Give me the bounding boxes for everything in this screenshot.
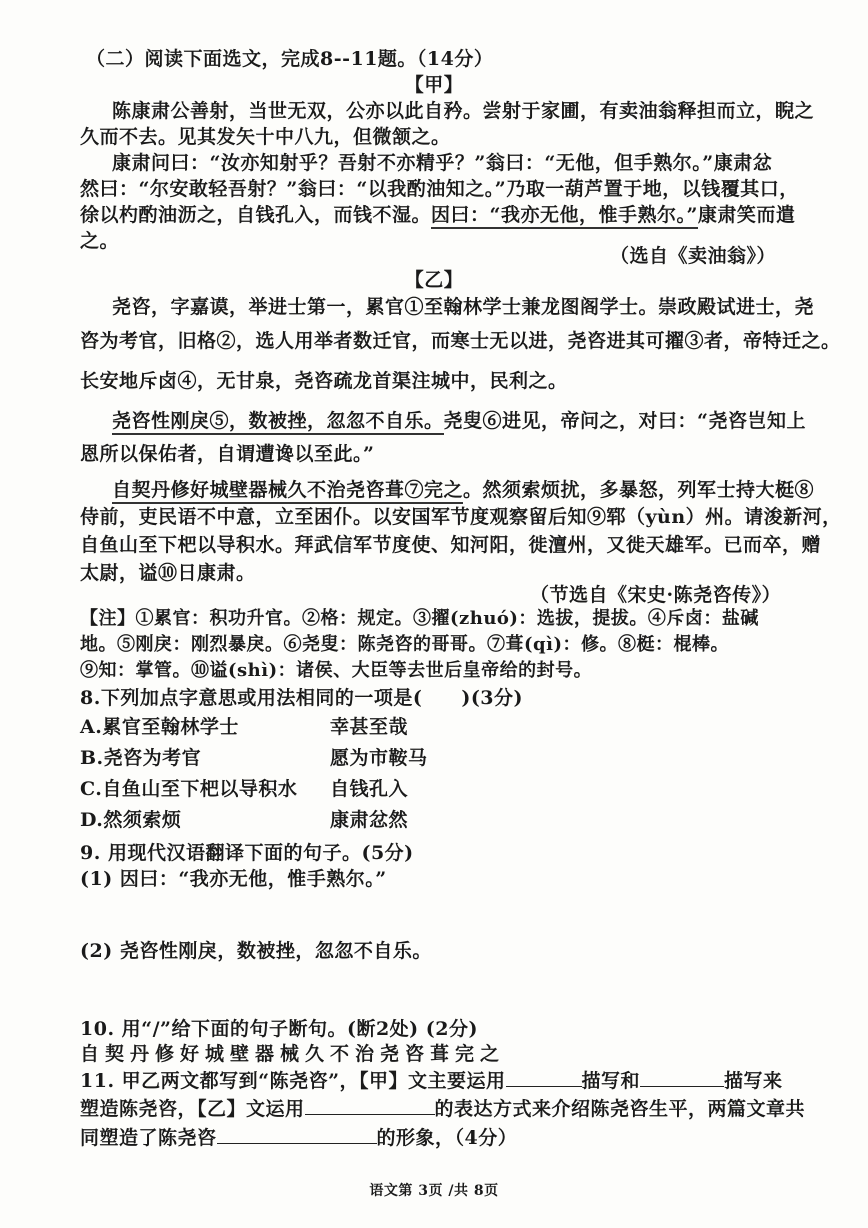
notes-line: 地。⑤刚戾：刚烈暴戾。⑥尧叟：陈尧咨的哥哥。⑦葺(qì)：修。⑧梃：棍棒。: [80, 634, 729, 655]
passage-jia-line: [80, 202, 795, 228]
passage-yi-line: [112, 477, 814, 503]
q8-option-c-left: C.自鱼山至下杷以导积水: [80, 778, 298, 800]
passage-jia-line: 然曰：“尔安敢轻吾射？”翁曰：“以我酌油知之。”乃取一葫芦置于地，以钱覆其口，: [80, 178, 799, 200]
passage-yi-line: 恩所以保佑者，自谓遭谗以至此。”: [80, 443, 375, 465]
q11-blank-1[interactable]: [506, 1066, 582, 1087]
passage-jia-source: （选自《卖油翁》）: [610, 245, 777, 267]
passage-yi-line: [112, 408, 806, 434]
passage-yi-marker: 【乙】: [404, 269, 464, 291]
q11-text: 的表达方式来介绍陈尧咨生平，两篇文章共: [434, 1098, 806, 1120]
question-11-line-1: [80, 1066, 783, 1094]
q11-text: 塑造陈尧咨，【乙】文运用: [80, 1098, 305, 1120]
page-footer: 语文第 3页 /共 8页: [369, 1183, 499, 1199]
notes-line: 【注】①累官：积功升官。②格：规定。③擢(zhuó)：选拔，提拔。④斥卤：盐碱: [80, 608, 759, 629]
q11-blank-4[interactable]: [217, 1123, 377, 1144]
q11-text: 同塑造了陈尧咨: [80, 1127, 217, 1149]
notes-line: ⑨知：掌管。⑩谥(shì)：诸侯、大臣等去世后皇帝给的封号。: [80, 660, 593, 681]
question-8-stem: 8.下列加点字意思或用法相同的一项是( )(3分): [80, 687, 524, 709]
underlined-sentence-yi-2: 自契丹修好城壁器械久不治尧咨葺⑦完之: [112, 479, 463, 504]
q8-option-d-right: 康肃忿然: [330, 809, 409, 831]
underlined-sentence-jia: 因曰：“我亦无他，惟手熟尔。”: [431, 204, 698, 229]
q11-blank-2[interactable]: [640, 1066, 724, 1087]
passage-yi-text: 。然须索烦扰，多暴怒，列军士持大梃⑧: [463, 479, 815, 501]
passage-jia-line: 久而不去。见其发矢十中八九，但微颔之。: [80, 126, 451, 148]
q9-item-1: (1) 因曰：“我亦无他，惟手熟尔。”: [80, 868, 387, 890]
question-11-line-2: [80, 1094, 805, 1122]
passage-yi-line: 侍前，吏民语不中意，立至困仆。以安国军节度观察留后知⑨郓（yùn）州。请浚新河，: [80, 506, 842, 528]
q8-option-a-left: A.累官至翰林学士: [80, 716, 239, 738]
q11-text: 的形象，（4分）: [376, 1127, 518, 1149]
q10-sentence: 自契丹修好城壁器械久不治尧咨葺完之: [80, 1043, 506, 1065]
passage-yi-text: 尧叟⑥进见，帝问之，对曰：“尧咨岂知上: [443, 410, 806, 432]
passage-yi-line: 尧咨，字嘉谟，举进士第一，累官①至翰林学士兼龙图阁学士。崇政殿试进士，尧: [112, 296, 815, 318]
passage-jia-line: 康肃问曰：“汝亦知射乎？吾射不亦精乎？”翁曰：“无他，但手熟尔。”康肃忿: [112, 152, 773, 174]
passage-yi-line: 太尉，谥⑩日康肃。: [80, 562, 256, 584]
q9-item-2: (2) 尧咨性刚戾，数被挫，忽忽不自乐。: [80, 940, 432, 962]
question-11-line-3: [80, 1123, 517, 1151]
q8-option-d-left: D.然须索烦: [80, 809, 182, 831]
question-9-stem: 9. 用现代汉语翻译下面的句子。(5分): [80, 842, 414, 864]
passage-yi-line: 自鱼山至下杷以导积水。拜武信军节度使、知河阳，徙澶州，又徙天雄军。已而卒，赠: [80, 534, 822, 556]
passage-yi-line: 咨为考官，旧格②，选人用举者数迁官，而寒士无以进，尧咨进其可擢③者，帝特迁之。: [80, 330, 841, 352]
q11-blank-3[interactable]: [305, 1094, 435, 1115]
q11-text: 描写来: [724, 1070, 783, 1092]
passage-jia-line: 陈康肃公善射，当世无双，公亦以此自矜。尝射于家圃，有卖油翁释担而立，睨之: [112, 100, 815, 122]
underlined-sentence-yi: 尧咨性刚戾⑤，数被挫，忽忽不自乐。: [112, 410, 444, 435]
passage-yi-line: 长安地斥卤④，无甘泉，尧咨疏龙首渠注城中，民利之。: [80, 370, 568, 392]
section-title: （二）阅读下面选文，完成8--11题。（14分）: [86, 48, 494, 70]
passage-yi-source: （节选自《宋史·陈尧咨传》）: [530, 584, 782, 606]
passage-jia-line: 之。: [80, 230, 120, 252]
passage-jia-text: 徐以杓酌油沥之，自钱孔入，而钱不湿。: [80, 204, 432, 226]
question-10-stem: 10. 用“/”给下面的句子断句。(断2处) (2分): [80, 1018, 478, 1040]
q8-option-a-right: 幸甚至哉: [330, 716, 409, 738]
passage-jia-marker: 【甲】: [404, 74, 464, 96]
q8-option-b-right: 愿为市鞍马: [330, 747, 428, 769]
passage-jia-text: 康肃笑而遣: [697, 204, 796, 226]
q8-option-b-left: B.尧咨为考官: [80, 747, 202, 769]
q8-option-c-right: 自钱孔入: [330, 778, 409, 800]
q11-text: 11. 甲乙两文都写到“陈尧咨”，【甲】文主要运用: [80, 1070, 506, 1092]
q11-text: 描写和: [581, 1070, 641, 1092]
